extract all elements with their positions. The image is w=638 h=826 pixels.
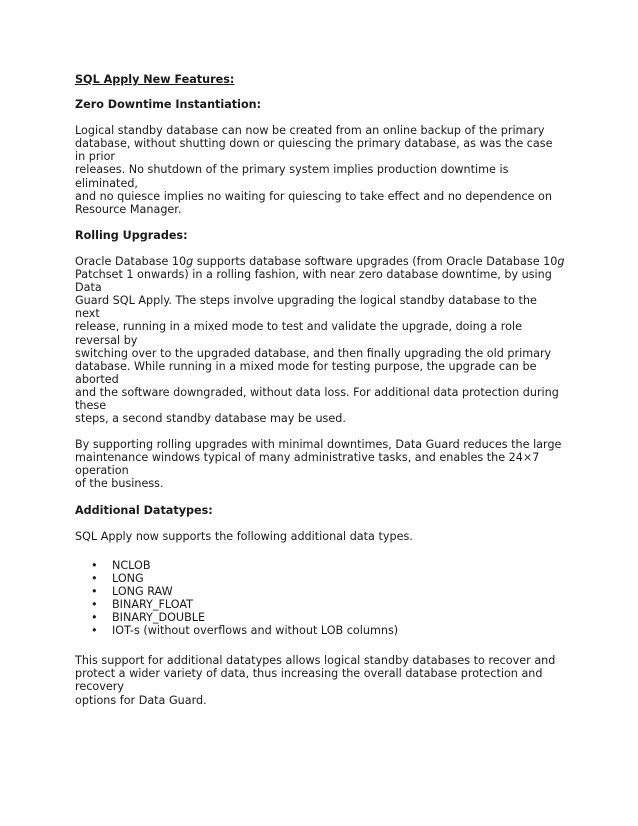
datatypes-list [75,559,565,638]
paragraph-line: protect a wider variety of data, thus increasing the overall database protection and recovery [75,667,543,694]
rolling-upgrades-heading: Rolling Upgrades: [75,228,188,242]
list-item [75,598,565,611]
list-item [75,585,565,598]
list-item [75,624,565,637]
paragraph-line: Patchset 1 onwards) in a rolling fashion, with near zero database downtime, by using Data [75,268,552,295]
paragraph-line: release, running in a mixed mode to test and validate the upgrade, doing a role reversal by [75,320,522,347]
paragraph-line: Resource Manager. [75,202,182,216]
document-title: SQL Apply New Features: [75,73,235,86]
bullet-icon: • [91,624,98,638]
zero-downtime-paragraph [75,124,565,216]
bullet-icon: • [91,611,98,625]
rolling-upgrades-paragraph-2 [75,438,565,490]
text-run: Oracle Database 10 [75,254,187,268]
paragraph-line: options for Data Guard. [75,693,207,707]
list-item-label: BINARY_DOUBLE [112,611,206,625]
datatypes-heading: Additional Datatypes: [75,503,213,517]
paragraph-line: Guard SQL Apply. The steps involve upgrading the logical standby database to the next [75,294,537,321]
version-suffix: g [557,254,565,268]
list-item [75,559,565,572]
paragraph-line: releases. No shutdown of the primary system implies production downtime is eliminated, [75,163,509,190]
paragraph-line: By supporting rolling upgrades with minimal downtimes, Data Guard reduces the large [75,438,562,452]
bullet-icon: • [91,584,98,598]
list-item [75,572,565,585]
list-item [75,611,565,624]
rolling-upgrades-paragraph-1 [75,255,565,425]
datatypes-closing-paragraph [75,654,565,706]
paragraph-line: steps, a second standby database may be used. [75,412,346,426]
paragraph-line: and the software downgraded, without data loss. For additional data protection during these [75,385,559,412]
bullet-icon: • [91,598,98,611]
paragraph-line: database. While running in a mixed mode for testing purpose, the upgrade can be aborted [75,359,537,386]
paragraph-line: This support for additional datatypes allows logical standby databases to recover and [75,654,556,668]
bullet-icon: • [91,571,98,585]
list-item-label: NCLOB [112,558,151,572]
paragraph-line: database, without shutting down or quiescing the primary database, as was the case in prior [75,137,553,164]
paragraph-line: and no quiesce implies no waiting for quiescing to take effect and no dependence on [75,189,552,203]
zero-downtime-heading: Zero Downtime Instantiation: [75,98,262,112]
paragraph-line: of the business. [75,477,164,491]
paragraph-line [75,255,565,268]
list-item-label: IOT-s (without overflows and without LOB columns) [112,624,399,638]
bullet-icon: • [91,558,98,572]
list-item-label: LONG RAW [112,584,173,598]
datatypes-intro: SQL Apply now supports the following additional data types. [75,529,413,543]
text-run: supports database software upgrades (from Oracle Database 10 [193,254,558,268]
document-page [75,73,565,720]
version-suffix: g [186,254,194,268]
paragraph-line: switching over to the upgraded database, and then finally upgrading the old primary [75,346,552,360]
paragraph-line: Logical standby database can now be created from an online backup of the primary [75,124,545,138]
paragraph-line: maintenance windows typical of many administrative tasks, and enables the 24×7 operation [75,451,540,478]
list-item-label: LONG [112,571,144,585]
list-item-label: BINARY_FLOAT [112,598,193,611]
